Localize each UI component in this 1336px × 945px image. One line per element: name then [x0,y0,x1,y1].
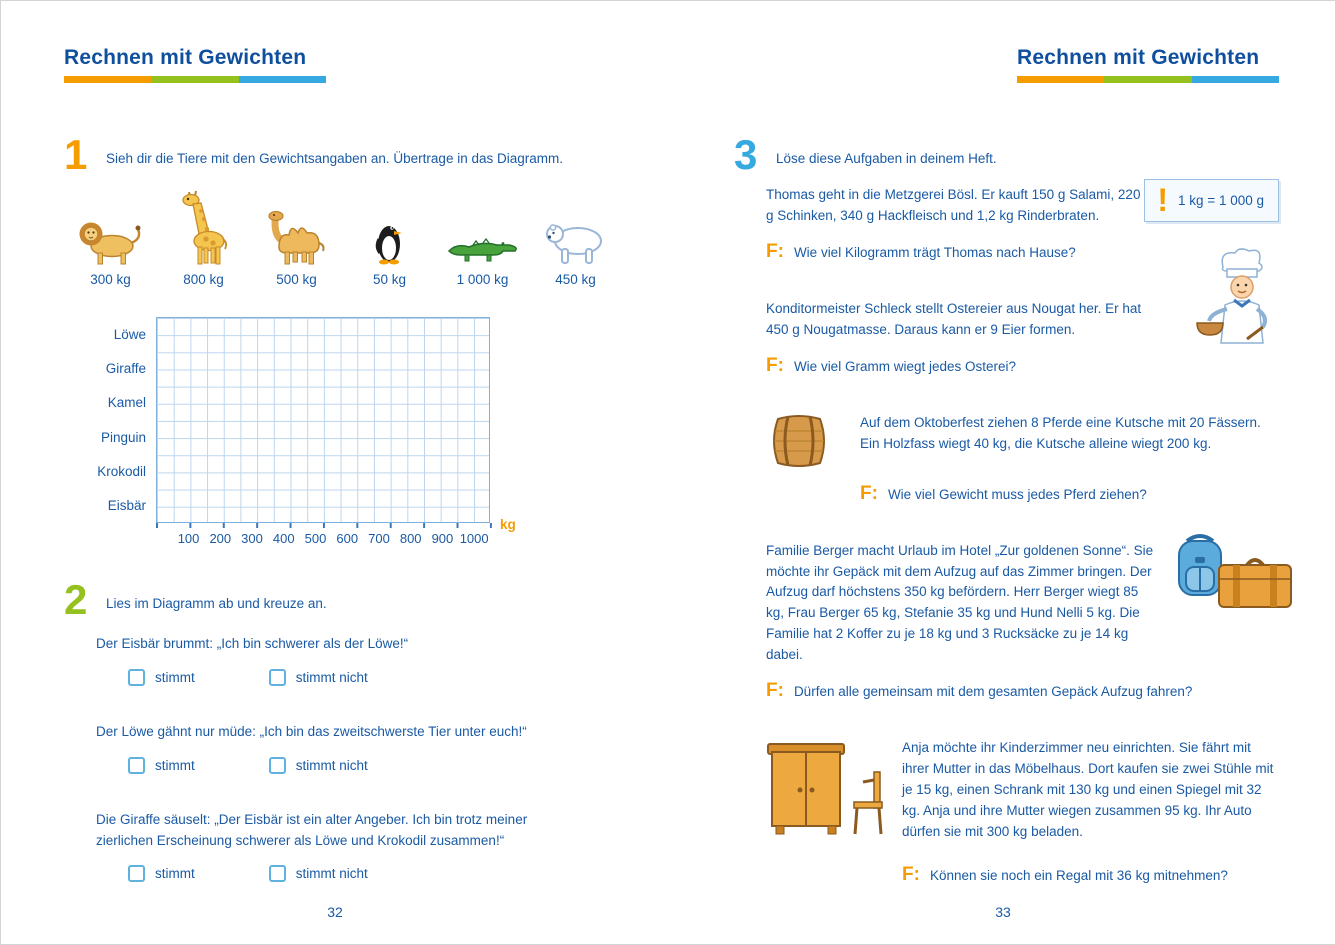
row-label-eisbaer: Eisbär [107,498,146,514]
polar-bear-icon [546,187,606,265]
exercise-3-number: 3 [734,131,758,178]
checkbox-icon[interactable] [128,669,145,686]
checkbox-label: stimmt nicht [295,866,368,882]
x-tick-1000: 1000 [459,530,489,546]
statement-3-checkbox-stimmt[interactable] [128,865,195,882]
statement-1: Der Eisbär brummt: „Ich bin schwerer als der Löwe!“ [96,635,409,651]
checkbox-label: stimmt nicht [295,757,368,773]
page-header-left [64,46,326,83]
row-label-loewe: Löwe [113,326,146,342]
question-4-text: Dürfen alle gemeinsam mit dem gesamten Gepäck Aufzug fahren? [793,684,1193,700]
statement-3-checkbox-stimmt-nicht[interactable] [269,865,368,882]
problem-5-text: Anja möchte ihr Kinderzimmer neu einrichten. Sie fährt mit ihrer Mutter in das Möbelhaus. Dort kaufen sie zwei Stühle mit je 15 kg, einen Schrank mit 130 kg und einen Spiegel mit 32 kg. Anja und ihre Mutter wiegen zusammen 95 kg. Ihr Auto dürfen sie mit 300 kg beladen. [902,740,1274,839]
penguin-weight: 50 kg [372,271,407,287]
x-tick-300: 300 [241,530,263,546]
exercise-2 [64,575,629,623]
checkbox-icon[interactable] [128,757,145,774]
statement-1-options [128,669,629,686]
exercise-1 [64,131,629,178]
animal-row [64,187,629,287]
question-4 [766,681,1279,700]
question-label: F: [860,482,878,504]
problem-4 [766,541,1279,667]
checkbox-label: stimmt [155,866,195,882]
problem-1-text: Thomas geht in die Metzgerei Bösl. Er kauft 150 g Salami, 220 g Schinken, 340 g Hackfleisch und 1,2 kg Rinderbraten. [766,186,1141,223]
row-label-pinguin: Pinguin [100,429,146,445]
x-tick-600: 600 [336,530,359,546]
row-label-kamel: Kamel [107,395,146,411]
problem-5 [766,738,1279,843]
giraffe-icon [180,187,228,265]
statement-3-options [128,865,629,882]
question-3 [860,484,1279,503]
row-label-giraffe: Giraffe [105,360,146,376]
exercise-3-problems [766,181,1279,886]
question-1-text: Wie viel Kilogramm trägt Thomas nach Hause? [793,244,1076,260]
weight-diagram [64,317,629,546]
checkbox-icon[interactable] [269,757,286,774]
wardrobe-chair-illustration [766,738,886,843]
x-axis-unit: kg [500,516,516,532]
page-number-right: 33 [995,904,1011,920]
bar-blue [239,76,326,83]
x-tick-100: 100 [177,530,200,546]
exercise-1-number: 1 [64,131,88,178]
x-axis-ticks [156,523,494,528]
lion-weight: 300 kg [90,271,131,287]
camel-weight: 500 kg [276,271,317,287]
diagram-grid-area [156,317,516,546]
question-label: F: [766,240,784,262]
exercise-3-instruction: Löse diese Aufgaben in deinem Heft. [776,151,997,166]
exercise-2-instruction: Lies im Diagramm ab und kreuze an. [106,595,327,611]
statement-2-options [128,757,629,774]
lion-icon [78,187,144,265]
animal-polar-bear [529,187,622,287]
question-3-text: Wie viel Gewicht muss jedes Pferd ziehen? [887,486,1147,502]
bar-orange [1017,76,1104,83]
checkbox-label: stimmt nicht [295,669,368,685]
x-tick-800: 800 [399,530,422,546]
diagram-grid[interactable] [156,317,490,523]
statement-2-checkbox-stimmt-nicht[interactable] [269,757,368,774]
bar-orange [64,76,151,83]
problem-4-text: Familie Berger macht Urlaub im Hotel „Zur goldenen Sonne“. Sie möchte ihr Gepäck mit dem Aufzug auf das Zimmer bringen. Der Aufzug darf höchstens 350 kg befördern. Herr Berger wiegt 85 kg, Frau Berger 65 kg, Stefanie 35 kg und Hund Nelli 5 kg. Die Familie hat 2 Koffer zu je 18 kg und 3 Rucksäcke zu je 14 kg dabei. [766,542,1154,663]
bar-green [151,76,238,83]
page-33 [669,1,1336,945]
statement-2: Der Löwe gähnt nur müde: „Ich bin das zweitschwerste Tier unter euch!“ [96,723,527,739]
chef-illustration [1189,247,1285,372]
statement-1-checkbox-stimmt[interactable] [128,669,195,686]
checkbox-icon[interactable] [269,865,286,882]
x-tick-400: 400 [272,530,295,546]
animal-giraffe [157,187,250,287]
checkbox-label: stimmt [155,669,195,685]
x-tick-900: 900 [431,530,454,546]
problem-2 [766,299,1279,341]
statement-2-checkbox-stimmt[interactable] [128,757,195,774]
question-2-text: Wie viel Gramm wiegt jedes Osterei? [793,358,1017,374]
crocodile-weight: 1 000 kg [456,271,509,287]
penguin-icon [374,187,406,265]
checkbox-label: stimmt [155,757,195,773]
crocodile-icon [447,187,519,265]
x-tick-500: 500 [304,530,327,546]
exercise-2-number: 2 [64,575,88,623]
exercise-3 [734,131,1279,178]
problem-1 [766,181,1279,227]
problem-3 [766,413,1279,469]
header-color-bars [64,76,326,83]
giraffe-weight: 800 kg [183,271,224,287]
header-color-bars [1017,76,1279,83]
bar-green [1104,76,1191,83]
page-header-right [1017,46,1279,83]
page-number-left: 32 [327,904,343,920]
x-tick-700: 700 [368,530,390,546]
question-label: F: [902,864,920,886]
checkbox-icon[interactable] [128,865,145,882]
question-label: F: [766,680,784,702]
suitcase-icon [1217,551,1293,616]
page-32 [1,1,669,945]
checkbox-icon[interactable] [269,669,286,686]
page-title: Rechnen mit Gewichten [64,46,307,69]
x-tick-200: 200 [209,530,232,546]
barrel-illustration [766,413,832,469]
luggage-illustration [1173,529,1293,616]
animal-crocodile [436,187,529,287]
statement-1-checkbox-stimmt-nicht[interactable] [269,669,368,686]
bar-blue [1192,76,1279,83]
exclamation-icon: ! [1157,181,1169,218]
polar-bear-weight: 450 kg [555,271,596,287]
row-label-krokodil: Krokodil [97,463,146,479]
x-axis-labels [156,531,490,546]
problem-2-text: Konditormeister Schleck stellt Ostereier aus Nougat her. Er hat 450 g Nougatmasse. Daraus kann er 9 Eier formen. [766,300,1142,337]
statement-3: Die Giraffe säuselt: „Der Eisbär ist ein alter Angeber. Ich bin trotz meiner zierlichen Erscheinung schwerer als Löwe und Krokodil zusammen!“ [96,811,528,848]
exercise-1-instruction: Sieh dir die Tiere mit den Gewichtsangaben an. Übertrage in das Diagramm. [106,151,563,166]
question-5-text: Können sie noch ein Regal mit 36 kg mitnehmen? [929,868,1228,884]
diagram-row-labels [64,317,156,546]
question-5 [902,865,1279,884]
page-title: Rechnen mit Gewichten [1017,46,1260,69]
animal-camel [250,187,343,287]
camel-icon [265,187,329,265]
problem-3-text: Auf dem Oktoberfest ziehen 8 Pferde eine Kutsche mit 20 Fässern. Ein Holzfass wiegt 40 kg, die Kutsche alleine wiegt 200 kg. [860,414,1261,451]
info-box [1144,179,1279,223]
animal-penguin [343,187,436,287]
info-box-text: 1 kg = 1 000 g [1178,193,1264,209]
question-label: F: [766,354,784,376]
animal-lion [64,187,157,287]
